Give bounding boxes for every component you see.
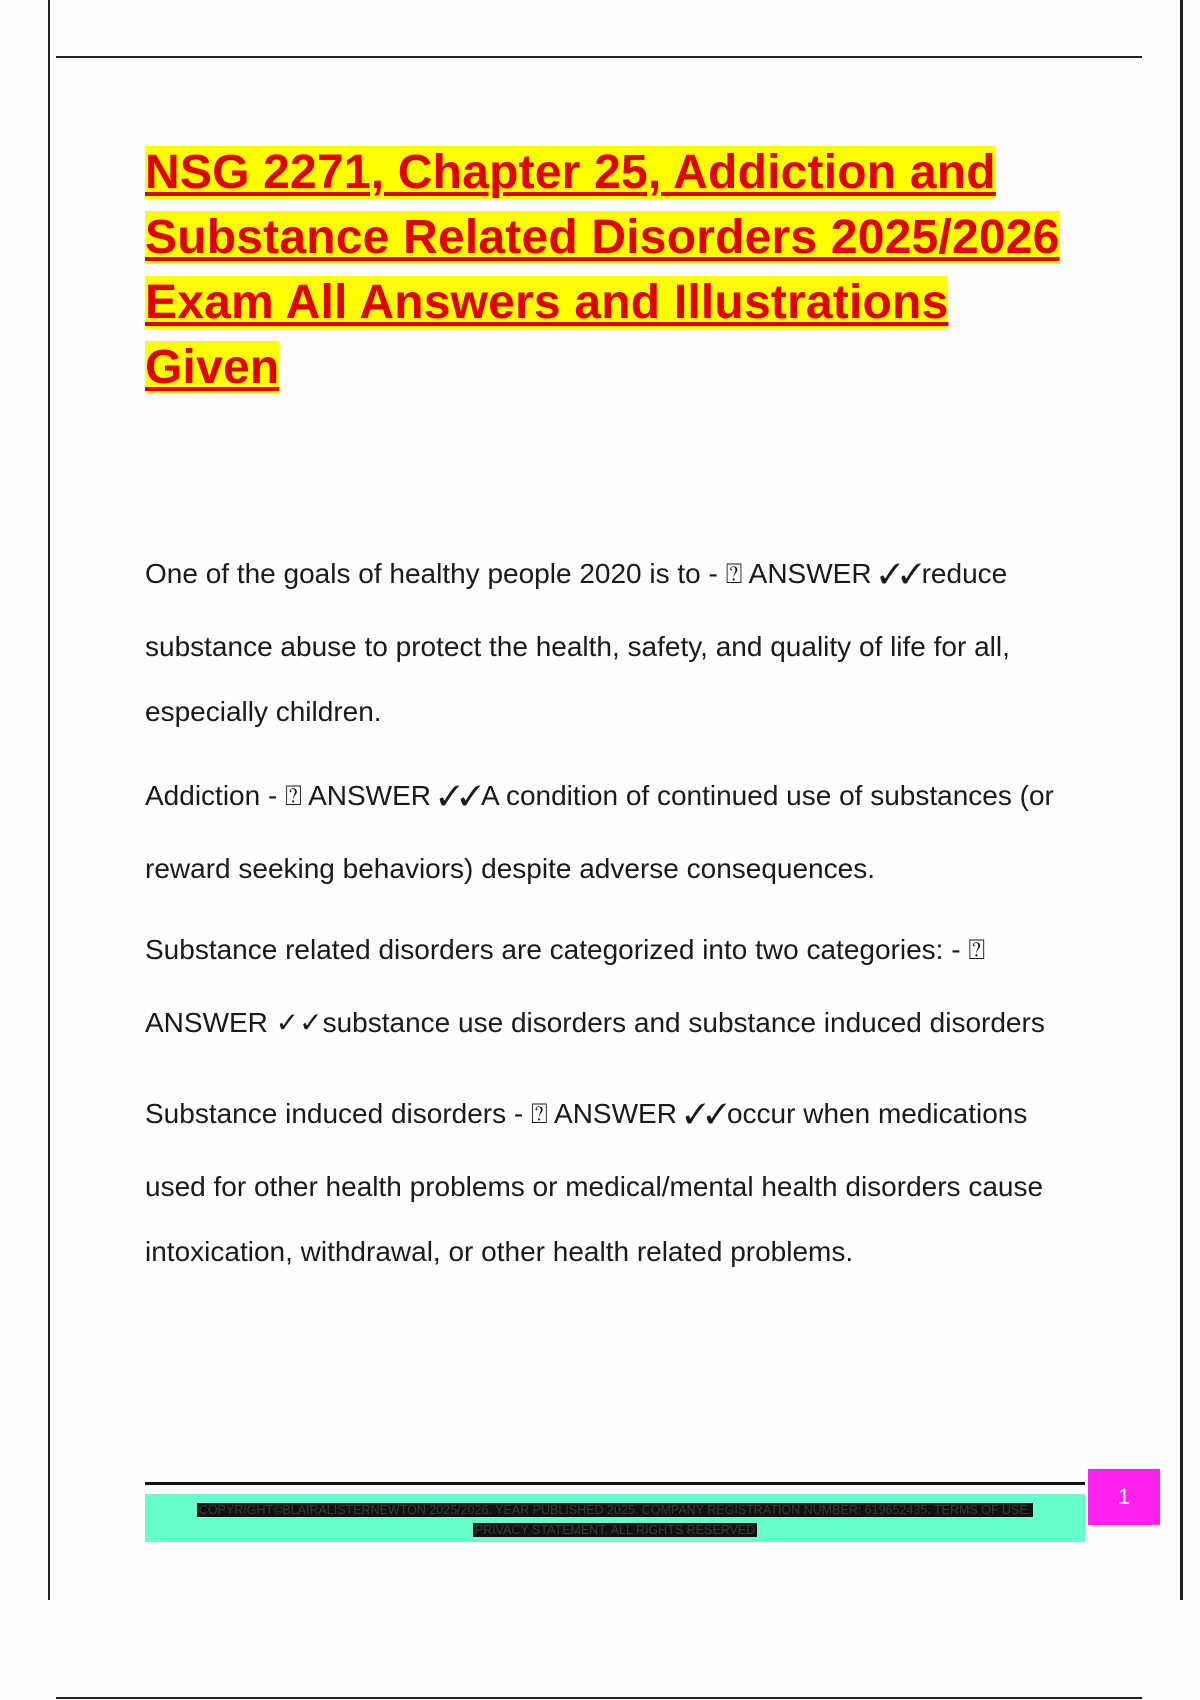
copyright-line-2: PRIVACY STATEMENT. ALL RIGHTS RESERVED	[474, 1523, 756, 1537]
title-line: Substance Related Disorders 2025/2026	[145, 211, 1060, 264]
qa-line: One of the goals of healthy people 2020 is to - ⍰ ANSWER ✓✓reduce	[145, 558, 1008, 589]
qa-line: ANSWER ✓✓substance use disorders and substance induced disorders	[145, 1007, 1045, 1038]
next-page-rule	[56, 1697, 1142, 1699]
page-number-badge: 1	[1088, 1469, 1160, 1525]
header-rule	[56, 56, 1142, 58]
document-title	[145, 140, 1095, 400]
footer-privacy	[145, 1521, 1085, 1540]
title-line: Given	[145, 341, 280, 394]
page-right-border	[1180, 0, 1183, 1600]
footer-rule	[145, 1482, 1085, 1485]
qa-line: reward seeking behaviors) despite adverse consequences.	[145, 853, 875, 884]
qa-line: especially children.	[145, 696, 382, 727]
title-line: Exam All Answers and Illustrations	[145, 276, 949, 329]
copyright-line-1: COPYRIGHT©BLAIRALISTERNEWTON 2025/2026. YEAR PUBLISHED 2025. COMPANY REGISTRATION NUMBER: 619652435. TERMS OF USE.	[198, 1503, 1032, 1517]
qa-line: Substance related disorders are categorized into two categories: - ⍰	[145, 934, 986, 965]
title-line: NSG 2271, Chapter 25, Addiction and	[145, 146, 996, 199]
footer-copyright	[145, 1501, 1085, 1520]
qa-line: substance abuse to protect the health, safety, and quality of life for all,	[145, 631, 1010, 662]
qa-line: used for other health problems or medical/mental health disorders cause	[145, 1171, 1044, 1202]
qa-line: Substance induced disorders - ⍰ ANSWER ✓✓occur when medications	[145, 1098, 1028, 1129]
page-left-border	[48, 0, 50, 1600]
qa-line: intoxication, withdrawal, or other health related problems.	[145, 1236, 854, 1267]
qa-line: Addiction - ⍰ ANSWER ✓✓A condition of continued use of substances (or	[145, 780, 1054, 811]
